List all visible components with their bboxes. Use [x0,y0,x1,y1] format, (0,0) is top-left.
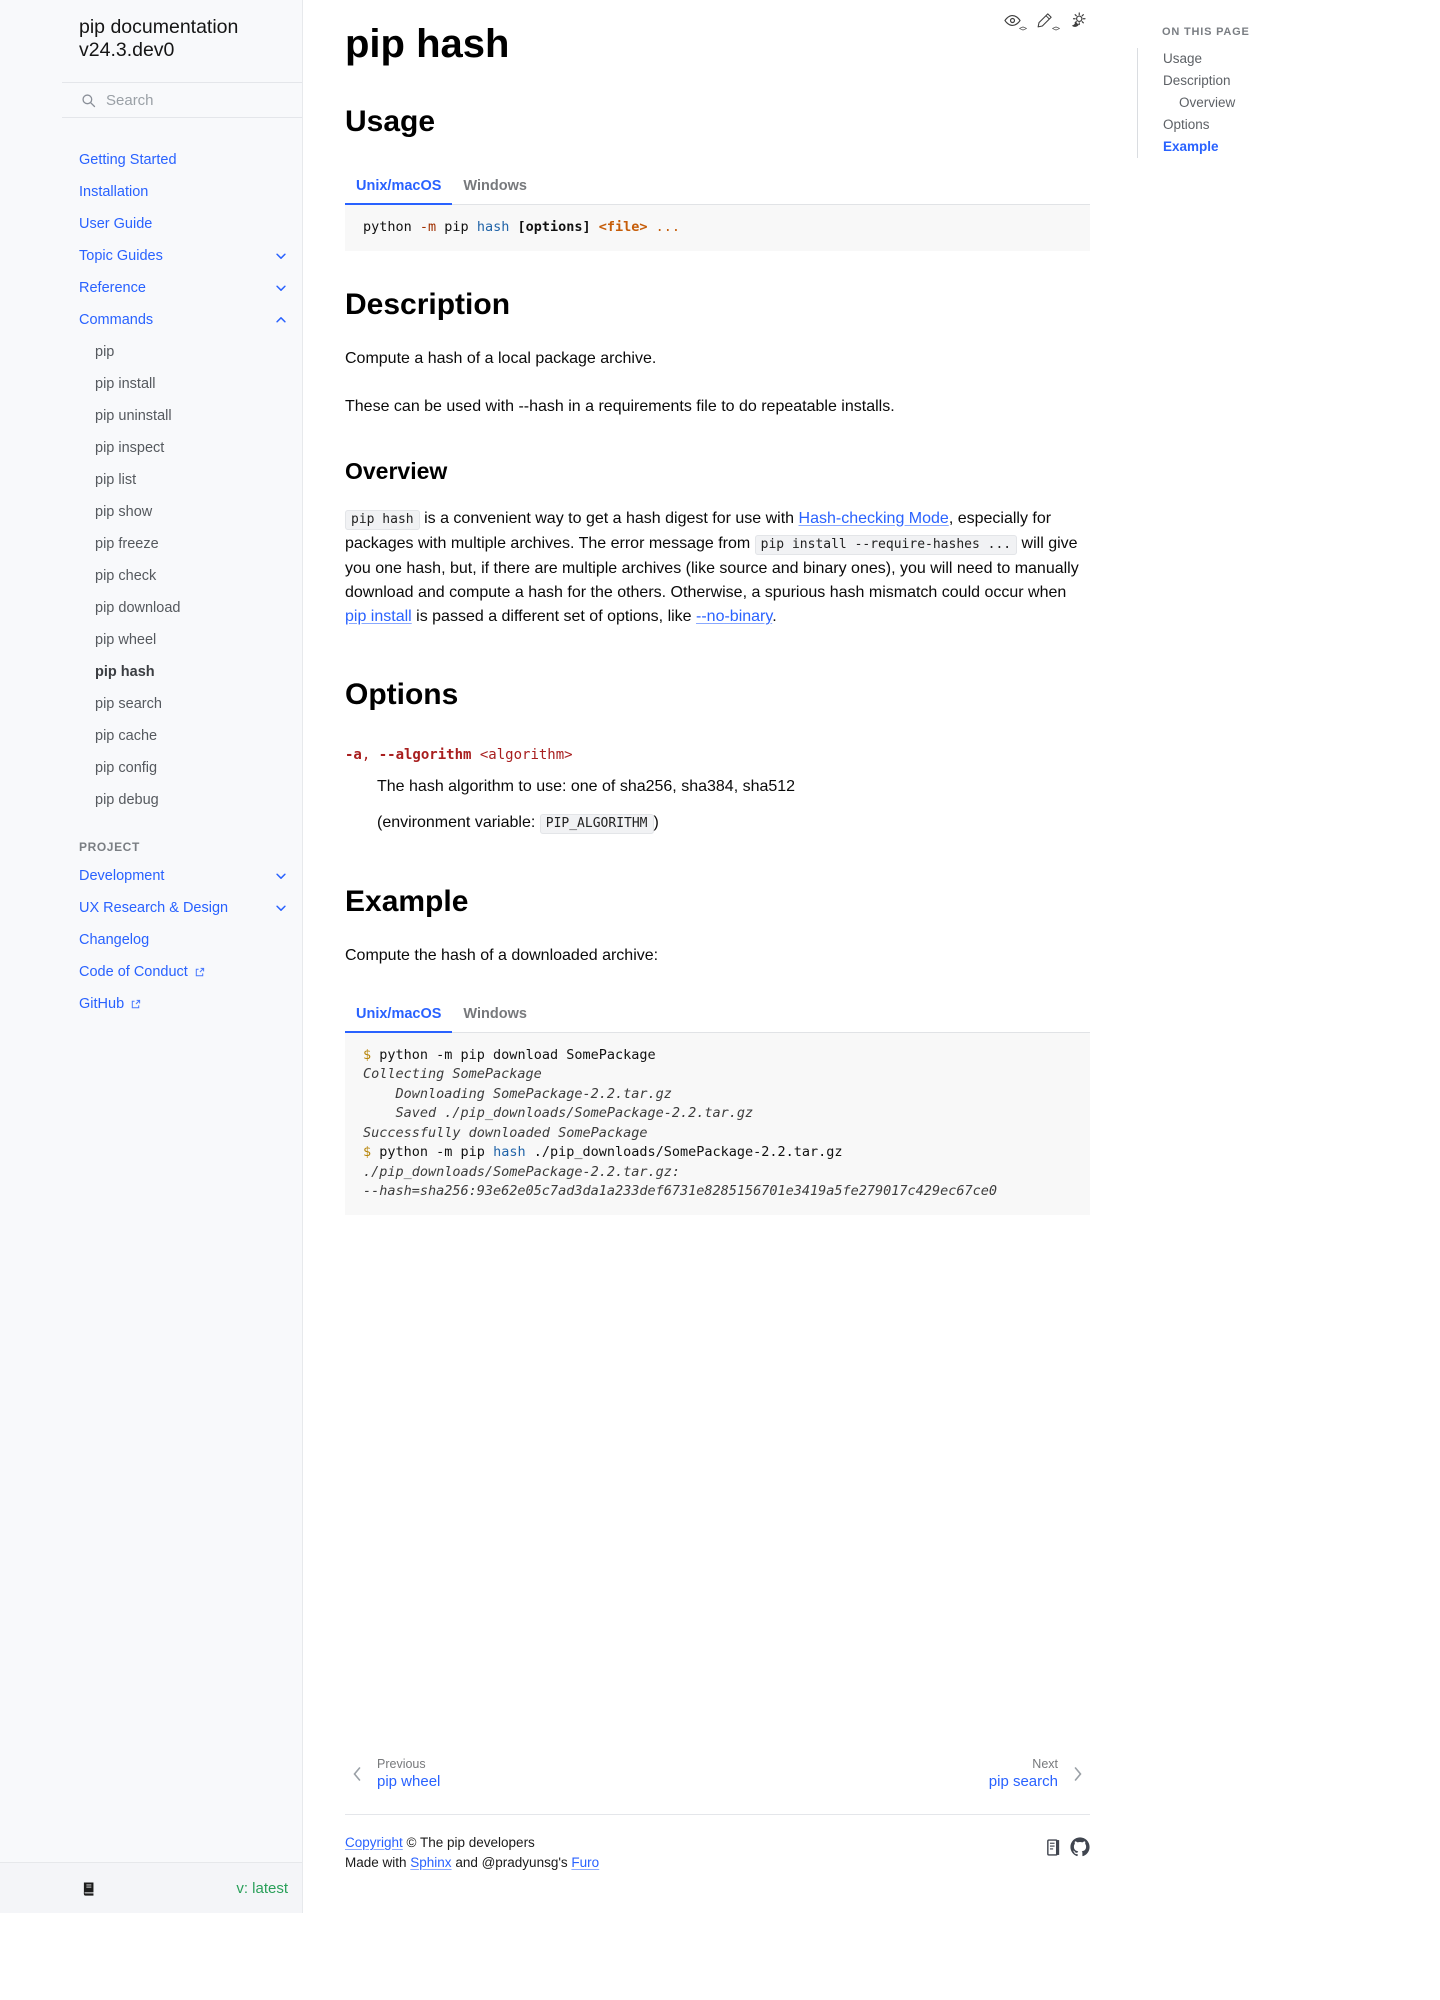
sidebar-link[interactable]: pip freeze [95,536,159,552]
overview-heading: Overview [345,457,448,484]
chevron-down-icon[interactable] [274,901,288,915]
view-source-button[interactable] [1000,8,1024,32]
previous-label: Previous [377,1757,426,1771]
tab-windows[interactable]: Windows [463,1005,527,1022]
inline-code: PIP_ALGORITHM [540,814,654,834]
no-binary-link[interactable]: --no-binary [696,607,773,625]
on-this-page-panel [1137,0,1387,158]
example-tab-row [345,998,1090,1033]
toc-caption: ON THIS PAGE [1162,26,1250,38]
furo-link[interactable]: Furo [571,1855,600,1870]
sidebar-item-reference[interactable] [62,272,302,304]
sidebar-link[interactable]: Code of Conduct [79,964,205,980]
sidebar-navigation [62,118,302,1030]
sidebar-item-pip-cache[interactable] [62,720,302,752]
inline-code: pip install --require-hashes ... [755,535,1017,555]
article-content [345,0,1090,1913]
sidebar-link[interactable]: pip uninstall [95,408,172,424]
sidebar-link[interactable]: pip download [95,600,181,616]
sidebar-link[interactable]: pip wheel [95,632,157,648]
theme-toggle-button[interactable] [1066,8,1090,32]
pager-next[interactable] [989,1757,1084,1790]
sidebar-item-pip-uninstall[interactable] [62,400,302,432]
external-link-icon [130,999,141,1010]
sidebar-link[interactable]: pip install [95,376,156,392]
footer-divider [345,1814,1090,1815]
sidebar-item-pip-list[interactable] [62,464,302,496]
book-icon [80,1880,97,1897]
description-heading: Description [345,287,511,321]
colophon-text [345,1833,599,1873]
sidebar-item-installation[interactable] [62,176,302,208]
sidebar-link[interactable]: pip debug [95,792,159,808]
github-icon[interactable] [1070,1837,1090,1857]
sidebar-link[interactable]: pip show [95,504,153,520]
sidebar-item-pip-download[interactable] [62,592,302,624]
option-env-var: (environment variable: PIP_ALGORITHM ) [377,811,1090,836]
page-title: pip hash [345,22,510,66]
sidebar-item-pip[interactable] [62,336,302,368]
toc-item-options[interactable]: Options [1163,117,1210,132]
colophon-icons [1045,1833,1090,1857]
sidebar-item-pip-wheel[interactable] [62,624,302,656]
options-heading: Options [345,677,459,711]
tab-windows[interactable]: Windows [463,178,527,194]
next-page-link[interactable]: pip search [988,1773,1058,1790]
chevron-down-icon[interactable] [274,869,288,883]
option-signature: -a, --algorithm <algorithm> [345,746,573,763]
sidebar-item-pip-search[interactable] [62,688,302,720]
external-link-icon [194,967,205,978]
sidebar-link[interactable]: Commands [79,312,154,328]
search-input[interactable] [106,92,276,109]
usage-code-block: python -m pip hash [options] <file> ... [345,205,1090,251]
search-icon [81,93,96,108]
sidebar-item-pip-debug[interactable] [62,784,302,816]
chevron-down-icon[interactable] [274,281,288,295]
copyright-line: Copyright © The pip developers [345,1835,535,1850]
sidebar-item-user-guide[interactable] [62,208,302,240]
sidebar-item-changelog[interactable] [62,924,302,956]
sidebar-link[interactable]: Installation [79,184,149,200]
sidebar-link[interactable]: pip cache [95,728,158,744]
tab-unix-macos[interactable]: Unix/macOS [345,170,452,205]
article-footer [345,1747,1090,1873]
sidebar-link-current-page[interactable]: pip hash [95,664,155,680]
toc-item-description[interactable]: Description [1163,73,1231,88]
page-action-icons [1000,8,1090,32]
sidebar-item-pip-show[interactable] [62,496,302,528]
pencil-icon [1037,12,1053,28]
project-section-caption: PROJECT [79,840,140,854]
sidebar-link[interactable]: Reference [79,280,146,296]
commands-submenu [62,336,302,816]
toc-item-overview[interactable]: Overview [1179,95,1236,110]
sidebar-link[interactable]: pip [95,344,115,360]
sidebar-item-pip-check[interactable] [62,560,302,592]
sidebar-item-commands[interactable] [62,304,302,336]
readthedocs-docs-icon[interactable] [1045,1838,1062,1857]
sidebar-link[interactable]: pip search [95,696,162,712]
option-description [345,763,1090,848]
sidebar-link[interactable]: GitHub [79,996,141,1012]
edit-source-button[interactable] [1033,8,1057,32]
pip-install-link[interactable]: pip install [345,607,412,625]
site-title-line1: pip documentation [79,16,239,38]
code-brackets-glyph: <> [1018,24,1026,33]
site-title[interactable] [62,0,302,82]
example-code-block: $ python -m pip download SomePackage Collecting SomePackage Downloading SomePackage-2.2.tar.gz Saved ./pip_downloads/SomePackage-2.2.tar.gz Successfully downloaded SomePackage $ python -m pip hash ./pip_downloads/SomePackage-2.2.tar.gz ./pip_downloads/SomePackage-2.2.tar.gz: --hash=sha256:93e62e05c7ad3da1a233def6731e8285156701e3419a5fe279017c429ec67ce0 [345,1033,1090,1215]
example-heading: Example [345,884,469,918]
chevron-right-icon [1072,1765,1084,1783]
sidebar-link[interactable]: pip list [95,472,137,488]
sidebar-item-development[interactable] [62,860,302,892]
site-title-line2: v24.3.dev0 [79,39,175,61]
sidebar-item-pip-freeze[interactable] [62,528,302,560]
sidebar-item-topic-guides[interactable] [62,240,302,272]
sidebar-link[interactable]: Getting Started [79,152,177,168]
pager [345,1747,1090,1800]
sidebar-link[interactable]: Topic Guides [79,248,163,264]
sidebar-item-code-of-conduct[interactable] [62,956,302,988]
next-label: Next [1032,1757,1058,1771]
inline-code: pip hash [345,510,420,530]
sidebar-item-pip-config[interactable] [62,752,302,784]
description-paragraph-1: Compute a hash of a local package archive. [345,349,657,367]
copyright-link[interactable]: Copyright [345,1835,403,1850]
toc-item-usage[interactable]: Usage [1163,51,1203,66]
sidebar-link[interactable]: pip check [95,568,157,584]
sidebar-item-github[interactable] [62,988,302,1020]
chevron-left-icon [351,1765,363,1783]
chevron-up-icon[interactable] [274,313,288,327]
sphinx-link[interactable]: Sphinx [410,1855,452,1870]
version-label[interactable]: v: latest [236,1879,288,1897]
option-desc-text: The hash algorithm to use: one of sha256, sha384, sha512 [377,777,796,795]
sidebar-link[interactable]: User Guide [79,216,153,232]
sidebar-item-ux-research-design[interactable] [62,892,302,924]
sidebar-scroll-area[interactable] [62,0,302,1862]
toc-item-example[interactable]: Example [1163,139,1219,154]
readthedocs-version-flyout[interactable] [0,1862,302,1913]
hash-checking-mode-link[interactable]: Hash-checking Mode [798,509,949,527]
code-brackets-glyph: <> [1051,24,1059,33]
sidebar-link[interactable]: Changelog [79,932,150,948]
chevron-down-icon[interactable] [274,249,288,263]
pager-previous[interactable] [351,1757,440,1790]
tab-unix-macos[interactable]: Unix/macOS [345,998,452,1033]
colophon [345,1833,1090,1873]
usage-heading: Usage [345,105,436,138]
made-with-line: Made with Sphinx and @pradyunsg's Furo [345,1855,600,1870]
sidebar-item-pip-install[interactable] [62,368,302,400]
sidebar-link[interactable]: pip config [95,760,158,776]
sidebar-item-pip-hash-current[interactable] [62,656,302,688]
sun-moon-icon [1068,10,1088,30]
main-area [303,0,1440,1913]
sidebar-link[interactable]: UX Research & Design [79,900,229,916]
sidebar-link[interactable]: Development [79,868,165,884]
usage-tab-row [345,170,1090,205]
example-intro: Compute the hash of a downloaded archive: [345,946,659,964]
search-box[interactable] [62,82,302,118]
description-paragraph-2: These can be used with --hash in a requirements file to do repeatable installs. [345,397,895,415]
previous-page-link[interactable]: pip wheel [377,1773,441,1790]
overview-paragraph: pip hash is a convenient way to get a hash digest for use with Hash-checking Mode, especially for packages with multiple archives. The error message from pip install --require-hashes ... will give you one hash, but, if there are multiple archives (like source and binary ones), you will need to manually download and compute a hash for the others. Otherwise, a spurious hash mismatch could occur when pip install is passed a different set of options, like --no-binary. [345,509,1079,625]
sidebar-item-pip-inspect[interactable] [62,432,302,464]
sidebar-link[interactable]: pip inspect [95,440,165,456]
sidebar [0,0,303,1913]
page-header [345,0,1090,68]
sidebar-item-getting-started[interactable] [62,144,302,176]
